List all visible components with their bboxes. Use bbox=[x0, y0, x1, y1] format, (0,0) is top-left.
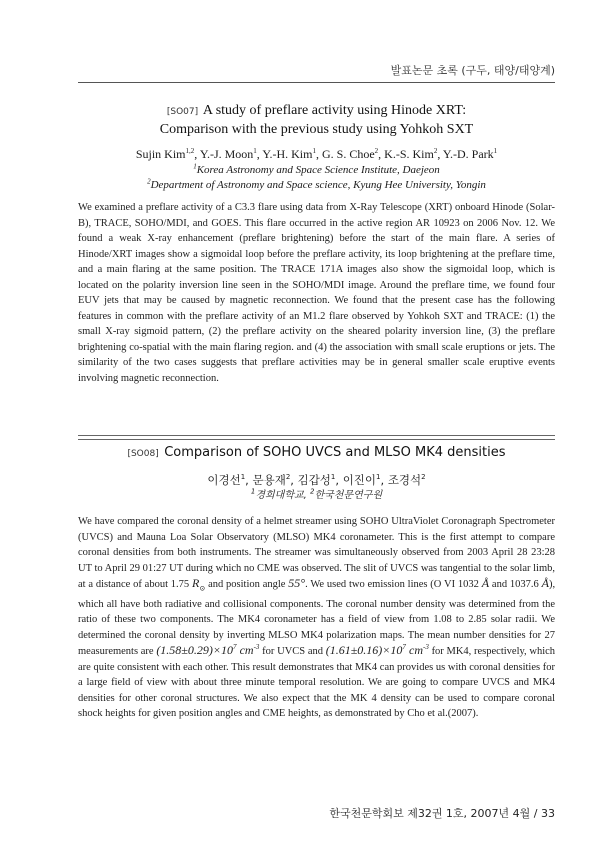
density-value-mk4: $(1.61\pm 0.16)\times 10^7$ $cm^{-3}$ bbox=[325, 643, 429, 658]
abstract1-body: We examined a preflare activity of a C3.3 flare using data from X-Ray Telescope (XRT) onboard Hinode (Solar-B), TRACE, SOHO/MDI, and GOES. This flare occurred in the active region AR 10923 on 2006 Nov. 12. We found a weak X-ray enhancement (preflare brightening) before the start of the main flare. A series of Hinode/XRT images show a sigmoidal loop before the preflare activity, its loop brightening at the preflare time, and a main flaring at the same position. The TRACE 171A images also show the sigmoidal loop, which is located on the polarity inversion line seen in the SOHO/MDI image. Around the preflare time, we found four EUV jets that may be caused by magnetic reconnection. We found that the present case has the following features in common with the preflare activity of an M1.2 flare observed by Yohkoh SXT and TRACE: (1) the small X-ray sigmoid pattern, (2) the preflare activity on the sheared polarity inversion line, (3) the preflare brightening co-spatial with the main flaring region. and (4) the association with small scale eruptions or jets. The similarity of the two cases suggests that preflare activities may be in general smaller scale eruptive events involving magnetic reconnection. bbox=[78, 202, 555, 384]
author: Y.-D. Park$^1$ bbox=[442, 147, 498, 161]
abstract1-title bbox=[78, 102, 555, 139]
author: Y.-J. Moon$^1$ bbox=[199, 147, 257, 161]
author: 문용재$^2$ bbox=[252, 473, 291, 487]
solar-radius-symbol: $R_⊙$ bbox=[192, 576, 206, 593]
abstract2-title bbox=[78, 444, 555, 463]
section-divider bbox=[78, 435, 555, 440]
abstract2-affiliations: $^1$경희대학교, $^2$한국천문연구원 bbox=[250, 487, 383, 501]
density-value-uvcs: $(1.58\pm 0.29)\times 10^7$ $cm^{-3}$ bbox=[156, 643, 260, 658]
affiliation: $^1$경희대학교 bbox=[250, 487, 304, 501]
abstract1-authors: Sujin Kim$^{1,2}$, Y.-J. Moon$^1$, Y.-H. Kim$^1$, G. S. Choe$^2$, K.-S. Kim$^2$, Y.-D. Park$^1$ bbox=[135, 147, 498, 161]
abstract2-authors: 이경선$^1$, 문용재$^2$, 김갑성$^1$, 이진이$^1$, 조경석$^2$ bbox=[207, 473, 426, 487]
abstract2-code: [SO08] bbox=[127, 449, 159, 459]
running-header: 발표논문 초록 (구두, 태양/태양계) bbox=[390, 64, 555, 77]
header-rule bbox=[78, 82, 555, 83]
affiliation: $^2$Department of Astronomy and Space science, Kyung Hee University, Yongin bbox=[147, 177, 486, 191]
abstract1-affiliations bbox=[78, 163, 555, 193]
author: 조경석$^2$ bbox=[387, 473, 426, 487]
abstract1-title-line2: Comparison with the previous study using Yohkoh SXT bbox=[159, 122, 474, 137]
page-footer: 한국천문학회보 제32권 1호, 2007년 4월 / 33 bbox=[329, 807, 555, 820]
abstract1-code: [SO07] bbox=[166, 107, 199, 117]
author: 이경선$^1$ bbox=[207, 473, 246, 487]
author: G. S. Choe$^2$ bbox=[321, 147, 379, 161]
abstract2-title-text: Comparison of SOHO UVCS and MLSO MK4 densities bbox=[164, 445, 506, 460]
abstract2-body: We have compared the coronal density of a helmet streamer using SOHO UltraViolet Coronagraph Spectrometer (UVCS) and Mauna Loa Solar Observatory (MLSO) MK4 coronameter. This is the first attempt to compare coronal densities from both instruments. The streamer was simultaneously observed from 2003 April 28 23:28 UT to April 29 01:27 UT during which no CME was observed. The slit of UVCS was tangential to the solar limb, at a distance of about 1.75 $R_⊙$ and position angle 55°. We used two emission lines (O VI 1032 Å and 1037.6 Å), which all have both radiative and collisional components. The coronal number density was determined from the ratio of these two components. The MK4 coronameter has a field of view from 1.08 to 2.85 solar radii. We determined the coronal density by inverting MLSO MK4 polarization maps. The mean number densities for 27 measurements are $(1.58\pm 0.29)\times 10^7$ $cm^{-3}$ for UVCS and $(1.61\pm 0.16)\times 10^7$ $cm^{-3}$ for MK4, respectively, which are quite consistent with each other. This result demonstrates that MK4 can provides us with coronal densities for a large field of view with about three minute temporal resolution. We are going to compare UVCS and MK4 densities for other coronal structures. We also expect that the MK 4 density can be used to compare coronal shock heights for given position angles and CME heights, as demonstrated by Cho et al.(2007). bbox=[78, 516, 556, 720]
author: 김갑성$^1$ bbox=[297, 473, 336, 487]
author: Sujin Kim$^{1,2}$ bbox=[135, 147, 195, 161]
author: K.-S. Kim$^2$ bbox=[384, 147, 438, 161]
affiliation: $^1$Korea Astronomy and Space Science Institute, Daejeon bbox=[193, 162, 440, 176]
author: Y.-H. Kim$^1$ bbox=[262, 147, 316, 161]
affiliation: $^2$한국천문연구원 bbox=[310, 487, 383, 501]
author: 이진이$^1$ bbox=[342, 473, 381, 487]
abstract1-title-line1: A study of preflare activity using Hinode XRT: bbox=[202, 103, 467, 118]
